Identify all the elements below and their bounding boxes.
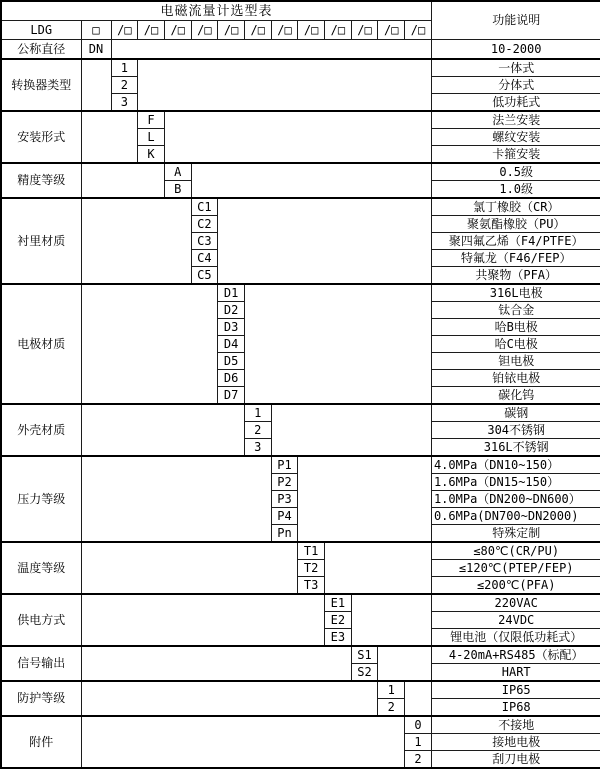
spacer-cell <box>81 542 298 594</box>
spacer-cell <box>218 198 432 284</box>
code-cell: 2 <box>111 77 138 94</box>
code-cell: D7 <box>218 387 245 405</box>
code-box-slot: /□ <box>405 21 432 40</box>
desc-cell: 316L电极 <box>431 284 600 302</box>
desc-cell: 特殊定制 <box>431 525 600 543</box>
code-cell: P1 <box>271 456 298 474</box>
spacer-cell <box>81 646 351 681</box>
desc-cell: 共聚物（PFA） <box>431 267 600 285</box>
code-cell: 2 <box>378 699 405 717</box>
desc-cell: 碳钢 <box>431 404 600 422</box>
code-cell: T3 <box>298 577 325 595</box>
desc-cell: 特氟龙（F46/FEP） <box>431 250 600 267</box>
code-cell: 1 <box>244 404 271 422</box>
group-label-accuracy: 精度等级 <box>1 163 81 198</box>
desc-cell: 4.0MPa（DN10~150） <box>431 456 600 474</box>
code-cell: S2 <box>351 664 378 682</box>
code-cell: C5 <box>191 267 218 285</box>
code-box-slot: /□ <box>325 21 352 40</box>
code-cell: E3 <box>325 629 352 647</box>
desc-cell: ≤80℃(CR/PU) <box>431 542 600 560</box>
desc-cell: 0.6MPa(DN700~DN2000) <box>431 508 600 525</box>
spacer-cell <box>81 284 218 404</box>
spacer-cell <box>244 284 431 404</box>
spacer-cell <box>81 404 244 456</box>
desc-cell: ≤200℃(PFA) <box>431 577 600 595</box>
code-cell-dn: DN <box>81 40 111 60</box>
group-label-installation: 安装形式 <box>1 111 81 163</box>
code-cell: S1 <box>351 646 378 664</box>
desc-cell: ≤120℃(PTEP/FEP) <box>431 560 600 577</box>
spacer-cell <box>191 163 431 198</box>
group-label-lining: 衬里材质 <box>1 198 81 284</box>
spacer-cell <box>351 594 431 646</box>
desc-cell: IP65 <box>431 681 600 699</box>
code-cell: 2 <box>405 751 432 769</box>
code-cell: 3 <box>111 94 138 112</box>
desc-cell: 氯丁橡胶（CR） <box>431 198 600 216</box>
group-label-diameter: 公称直径 <box>1 40 81 60</box>
code-cell: D5 <box>218 353 245 370</box>
spacer-cell <box>81 594 325 646</box>
code-box-slot: /□ <box>138 21 165 40</box>
group-label-housing: 外壳材质 <box>1 404 81 456</box>
code-box-slot: /□ <box>191 21 218 40</box>
code-box-slot: /□ <box>244 21 271 40</box>
desc-cell: 304不锈钢 <box>431 422 600 439</box>
spacer-cell <box>81 716 405 768</box>
desc-cell: 不接地 <box>431 716 600 734</box>
code-cell: 3 <box>244 439 271 457</box>
spacer-cell <box>81 681 378 716</box>
code-cell: E2 <box>325 612 352 629</box>
desc-cell: 哈B电极 <box>431 319 600 336</box>
desc-cell: 1.6MPa（DN15~150） <box>431 474 600 491</box>
code-box-slot: /□ <box>351 21 378 40</box>
code-cell: B <box>164 181 191 199</box>
code-box-slot: /□ <box>378 21 405 40</box>
desc-cell: 螺纹安装 <box>431 129 600 146</box>
code-cell: 1 <box>111 59 138 77</box>
group-label-temperature: 温度等级 <box>1 542 81 594</box>
code-cell: C1 <box>191 198 218 216</box>
desc-cell: HART <box>431 664 600 682</box>
code-cell: L <box>138 129 165 146</box>
group-label-protection: 防护等级 <box>1 681 81 716</box>
desc-cell: 0.5级 <box>431 163 600 181</box>
code-cell: D3 <box>218 319 245 336</box>
code-cell: K <box>138 146 165 164</box>
code-cell: C4 <box>191 250 218 267</box>
code-cell: F <box>138 111 165 129</box>
group-label-converter-type: 转换器类型 <box>1 59 81 111</box>
code-cell: 2 <box>244 422 271 439</box>
code-cell: P2 <box>271 474 298 491</box>
code-box-first: □ <box>81 21 111 40</box>
group-label-pressure: 压力等级 <box>1 456 81 542</box>
spacer-cell <box>81 163 164 198</box>
model-prefix: LDG <box>1 21 81 40</box>
code-box-slot: /□ <box>164 21 191 40</box>
desc-cell: 锂电池（仅限低功耗式） <box>431 629 600 647</box>
desc-cell: 聚氨酯橡胶（PU） <box>431 216 600 233</box>
code-cell: 1 <box>405 734 432 751</box>
code-cell: D6 <box>218 370 245 387</box>
group-label-electrode: 电极材质 <box>1 284 81 404</box>
desc-cell: 法兰安装 <box>431 111 600 129</box>
desc-cell: 铂铱电极 <box>431 370 600 387</box>
code-cell: 1 <box>378 681 405 699</box>
desc-cell: 接地电极 <box>431 734 600 751</box>
desc-cell: 哈C电极 <box>431 336 600 353</box>
code-cell: E1 <box>325 594 352 612</box>
code-cell: D4 <box>218 336 245 353</box>
code-cell: 0 <box>405 716 432 734</box>
code-cell: C2 <box>191 216 218 233</box>
code-cell: T1 <box>298 542 325 560</box>
spacer-cell <box>81 198 191 284</box>
desc-cell: 分体式 <box>431 77 600 94</box>
code-cell: C3 <box>191 233 218 250</box>
desc-cell: 聚四氟乙烯（F4/PTFE） <box>431 233 600 250</box>
code-cell: T2 <box>298 560 325 577</box>
desc-cell: 一体式 <box>431 59 600 77</box>
desc-cell: 1.0MPa（DN200~DN600） <box>431 491 600 508</box>
table-title: 电磁流量计选型表 <box>1 1 431 21</box>
spacer-cell <box>81 111 138 163</box>
spacer-cell <box>405 681 432 716</box>
spacer-cell <box>325 542 432 594</box>
code-box-slot: /□ <box>298 21 325 40</box>
code-cell: A <box>164 163 191 181</box>
desc-cell: 刮刀电极 <box>431 751 600 769</box>
desc-cell: 220VAC <box>431 594 600 612</box>
spacer-cell <box>271 404 431 456</box>
group-label-signal-output: 信号输出 <box>1 646 81 681</box>
code-cell: D1 <box>218 284 245 302</box>
desc-cell-diameter: 10-2000 <box>431 40 600 60</box>
desc-cell: 钛合金 <box>431 302 600 319</box>
code-cell: P3 <box>271 491 298 508</box>
spacer-cell <box>298 456 432 542</box>
code-cell: Pn <box>271 525 298 543</box>
code-box-slot: /□ <box>111 21 138 40</box>
spacer-cell <box>164 111 431 163</box>
spacer-cell <box>378 646 432 681</box>
desc-cell: 钽电极 <box>431 353 600 370</box>
function-column-header: 功能说明 <box>431 1 600 40</box>
group-label-power-supply: 供电方式 <box>1 594 81 646</box>
desc-cell: 碳化钨 <box>431 387 600 405</box>
desc-cell: 1.0级 <box>431 181 600 199</box>
desc-cell: 316L不锈钢 <box>431 439 600 457</box>
spacer-cell <box>81 456 271 542</box>
desc-cell: 4-20mA+RS485（标配） <box>431 646 600 664</box>
spacer-cell <box>81 59 111 111</box>
code-box-slot: /□ <box>218 21 245 40</box>
code-cell: P4 <box>271 508 298 525</box>
code-box-slot: /□ <box>271 21 298 40</box>
group-label-accessories: 附件 <box>1 716 81 768</box>
spacer-cell <box>111 40 431 60</box>
desc-cell: 低功耗式 <box>431 94 600 112</box>
code-cell: D2 <box>218 302 245 319</box>
desc-cell: 卡箍安装 <box>431 146 600 164</box>
spacer-cell <box>138 59 432 111</box>
desc-cell: 24VDC <box>431 612 600 629</box>
desc-cell: IP68 <box>431 699 600 717</box>
